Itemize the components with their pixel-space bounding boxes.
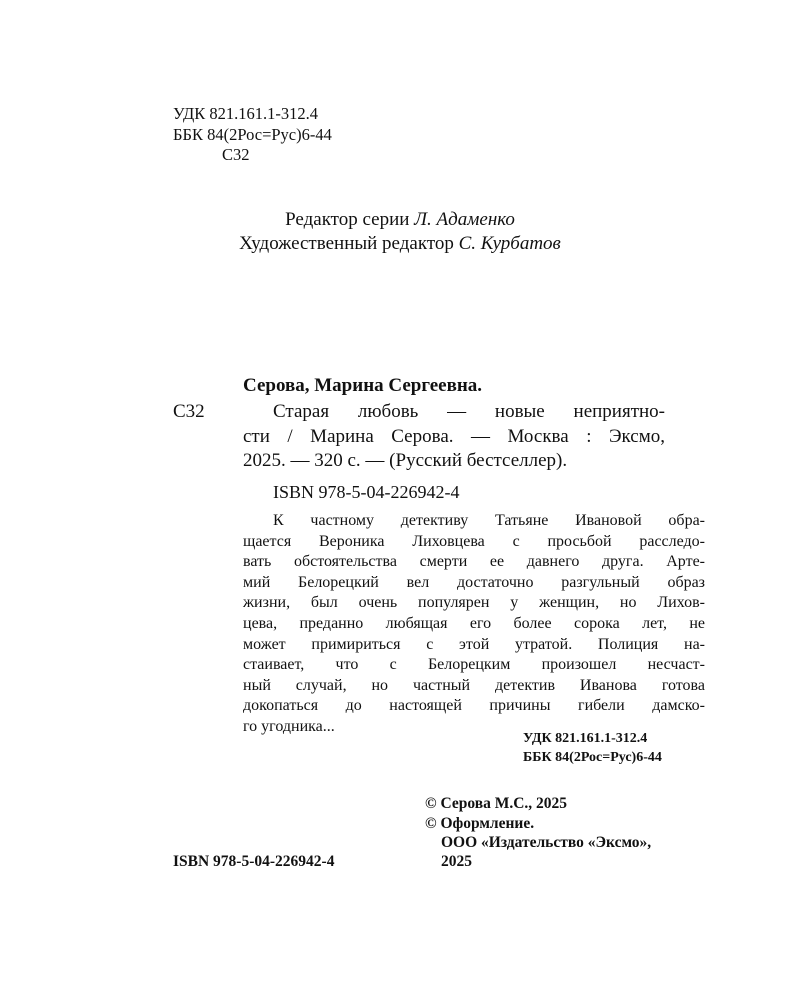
annotation: [243, 511, 705, 738]
annotation-line: К частному детективу Татьяне Ивановой обра-: [273, 512, 705, 529]
bbk-code-bottom: ББК 84(2Рос=Рус)6-44: [523, 750, 662, 765]
art-editor-name: С. Курбатов: [458, 233, 561, 254]
annotation-line: ный случай, но частный детектив Иванова готова: [243, 676, 705, 694]
art-editor-line: [0, 232, 800, 256]
art-editor-label: Художественный редактор: [239, 233, 454, 254]
annotation-line: цева, преданно любящая его более сорока лет, не: [243, 614, 705, 632]
copyright-year: 2025: [441, 853, 472, 870]
copyright-author: © Серова М.С., 2025: [425, 795, 568, 812]
annotation-line: мий Белорецкий вел достаточно разгульный образ: [243, 573, 705, 591]
bibliographic-description: [243, 400, 665, 474]
annotation-line: жизни, был очень популярен у женщин, но Лихов-: [243, 594, 705, 612]
udk-code-bottom: УДК 821.161.1-312.4: [523, 731, 648, 746]
series-editor-line: [0, 208, 800, 232]
series-editor-label: Редактор серии: [285, 209, 410, 230]
author-sign: С32: [173, 401, 205, 422]
udk-code-top: УДК 821.161.1-312.4: [173, 104, 319, 123]
copyright-design: © Оформление.: [425, 815, 535, 832]
annotation-line: может примириться с этой утратой. Полиция на-: [243, 635, 705, 653]
bib-line: 2025. — 320 с. — (Русский бестселлер).: [243, 450, 568, 471]
isbn-bottom: ISBN 978-5-04-226942-4: [173, 853, 335, 870]
series-editor-name: Л. Адаменко: [414, 209, 515, 230]
bbk-code-top: ББК 84(2Рос=Рус)6-44: [173, 125, 332, 144]
bib-line: Старая любовь — новые неприятно-: [273, 401, 665, 422]
annotation-line: го угодника...: [243, 717, 335, 735]
copyright-publisher: ООО «Издательство «Эксмо»,: [441, 834, 652, 851]
annotation-line: докопаться до настоящей причины гибели дамско-: [243, 697, 705, 715]
author-heading: Серова, Марина Сергеевна.: [243, 375, 483, 396]
author-sign-top: С32: [222, 145, 250, 164]
bib-line: сти / Марина Серова. — Москва : Эксмо,: [243, 425, 665, 447]
isbn-record: ISBN 978-5-04-226942-4: [273, 482, 460, 502]
annotation-line: вать обстоятельства смерти ее давнего друга. Арте-: [243, 553, 705, 571]
annotation-line: стаивает, что с Белорецким произошел несчаст-: [243, 656, 705, 674]
annotation-line: щается Вероника Лиховцева с просьбой расследо-: [243, 532, 705, 550]
